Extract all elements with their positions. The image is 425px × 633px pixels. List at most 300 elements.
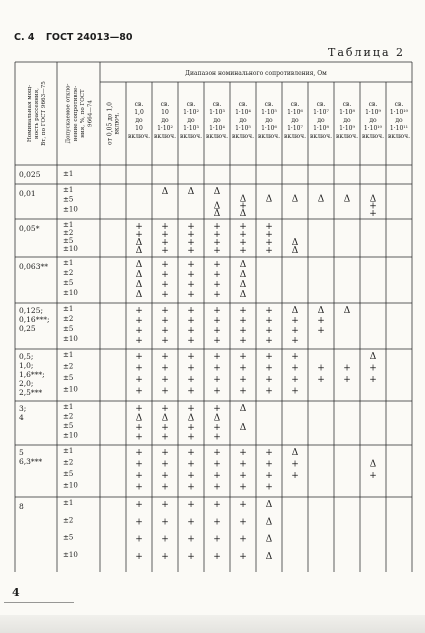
range-header-line: св. [186,101,196,108]
power-value: 1,0; [19,361,34,370]
range-header-line: св. [316,101,326,108]
tolerance-value: ±1 [63,447,74,455]
plus-mark: + [213,432,221,443]
table-row [19,259,247,300]
range-header-3 [180,101,202,140]
plus-mark: + [213,363,221,374]
tolerance-value: ±10 [63,245,78,253]
plus-mark: + [161,222,169,232]
plus-mark: + [161,363,169,374]
plus-mark: + [291,459,299,470]
delta-mark: Δ [161,413,169,424]
plus-mark: + [187,432,195,443]
plus-mark: + [343,375,351,385]
plus-mark: + [187,230,195,240]
tolerance-column-header [66,84,94,144]
table-header [27,70,410,146]
plus-mark: + [135,375,143,385]
range-header-line: до [291,117,299,124]
plus-mark: + [239,306,247,316]
table-row [19,221,299,256]
range-header-line: включ. [387,133,411,140]
range-header-7 [284,101,306,140]
plus-mark: + [291,316,299,326]
range-header-line: 1·10⁹ [339,125,355,132]
plus-mark: + [291,363,299,374]
plus-mark: + [239,386,247,397]
power-value: 5 [19,448,24,457]
plus-mark: + [187,270,195,280]
plus-mark: + [187,448,195,458]
delta-mark: Δ [317,306,325,316]
tolerance-column-header-line: нение сопротивле- [72,85,79,142]
plus-mark: + [135,363,143,374]
range-header-line: 10 [161,109,169,116]
plus-mark: + [161,448,169,458]
plus-mark: + [213,260,221,270]
plus-mark: + [135,336,143,346]
plus-mark: + [187,306,195,316]
plus-mark: + [161,500,169,510]
delta-mark: Δ [135,270,143,280]
plus-mark: + [161,238,169,248]
tolerance-value: ±5 [63,422,74,430]
delta-mark: Δ [265,551,273,562]
plus-mark: + [239,471,247,481]
plus-mark: + [317,375,325,385]
plus-mark: + [187,238,195,248]
range-header-line: до [343,117,351,124]
delta-mark: Δ [239,423,247,433]
range-group-header: Диапазон номинального сопротивления, Ом [185,70,327,77]
range-header-line: 1·10⁸ [313,125,329,132]
range-header-line: 1·10⁹ [365,109,381,116]
table-row [19,447,377,493]
plus-mark: + [213,500,221,510]
delta-mark: Δ [161,187,169,197]
delta-mark: Δ [265,534,273,545]
tolerance-value: ±10 [63,289,78,297]
plus-mark: + [239,482,247,493]
range-header-5 [232,101,254,140]
plus-mark: + [239,246,247,256]
plus-mark: + [161,326,169,336]
plus-mark: + [135,471,143,481]
plus-mark: + [161,432,169,443]
range-header-line: св. [342,101,352,108]
tolerance-value: ±1 [63,170,74,178]
plus-mark: + [187,246,195,256]
range-header-10 [362,101,384,140]
range-header-line: 10 [135,125,143,132]
tolerance-value: ±5 [63,325,74,333]
plus-mark: + [213,336,221,346]
plus-mark: + [213,482,221,493]
plus-mark: + [213,246,221,256]
tolerance-value: ±2 [63,315,74,323]
tolerance-value: ±1 [63,221,74,229]
power-value: 3; [19,404,27,413]
plus-mark: + [213,326,221,336]
plus-mark: + [265,375,273,385]
tolerance-value: ±10 [63,431,78,440]
plus-mark: + [135,404,143,414]
power-value: 0,05* [19,224,40,233]
plus-mark: + [161,551,169,562]
range-header-line: 1·10⁸ [339,109,355,116]
plus-mark: + [239,238,247,248]
plus-mark: + [239,517,247,528]
delta-mark: Δ [291,246,299,256]
range-header-line: 1·10⁶ [261,125,277,132]
range-header-line: включ. [335,133,359,140]
range-header-9 [336,101,358,140]
range-header-line: 1·10⁵ [261,109,277,116]
delta-mark: Δ [369,352,377,362]
range-header-line: св. [134,101,144,108]
plus-mark: + [265,246,273,256]
power-value: 0,063** [19,262,48,271]
plus-mark: + [161,404,169,414]
plus-mark: + [265,238,273,248]
range-header-line: св. [368,101,378,108]
delta-mark: Δ [239,260,247,270]
plus-mark: + [135,459,143,470]
plus-mark: + [161,352,169,362]
plus-mark: + [135,222,143,232]
plus-mark: + [213,238,221,248]
plus-mark: + [239,448,247,458]
plus-mark: + [135,326,143,336]
plus-mark: + [187,222,195,232]
delta-mark: Δ [291,194,299,205]
plus-mark: + [213,222,221,232]
table-title: Таблица 2 [328,46,405,59]
delta-mark: Δ [343,194,351,205]
plus-mark: + [213,280,221,290]
delta-mark: Δ [135,260,143,270]
range-header-line: 1·10⁷ [313,109,329,116]
delta-mark: Δ [239,404,247,414]
plus-mark: + [187,280,195,290]
plus-mark: + [161,386,169,397]
plus-mark: + [213,534,221,545]
plus-mark: + [135,500,143,510]
plus-mark: + [239,352,247,362]
table-row [19,170,73,179]
plus-mark: + [265,471,273,481]
delta-mark: Δ [317,194,325,205]
plus-mark: + [213,551,221,562]
page-folio: 4 [12,586,20,599]
plus-mark: + [187,290,195,300]
range-header-line: включ. [179,133,203,140]
table-row [19,403,247,443]
plus-mark: + [187,404,195,414]
range-header-line: св. [160,101,170,108]
delta-mark: Δ [135,280,143,290]
plus-mark: + [187,459,195,470]
plus-mark: + [161,471,169,481]
delta-mark: Δ [135,246,143,256]
plus-mark: + [291,326,299,336]
plus-mark: + [187,260,195,270]
tolerance-value: ±10 [63,481,78,490]
delta-mark: Δ [135,413,143,424]
tolerance-value: ±1 [63,186,74,194]
plus-mark: + [369,471,377,481]
tolerance-value: ±5 [63,533,74,542]
range-header-line: 1·10⁵ [235,125,251,132]
power-value: 0,01 [19,189,36,198]
range-header-line: св. [264,101,274,108]
power-value: 0,125; [19,306,43,315]
plus-mark: + [239,551,247,562]
range-header-line: включ. [153,133,177,140]
tolerance-value: ±1 [63,403,74,411]
plus-mark: + [369,201,377,212]
delta-mark: Δ [291,448,299,458]
tolerance-value: ±5 [63,279,74,287]
range-header-line: до [187,117,195,124]
plus-mark: + [239,363,247,374]
range-header-line: до [317,117,325,124]
delta-mark: Δ [265,500,273,510]
range-header-line: включ. [309,133,333,140]
plus-mark: + [291,375,299,385]
range-header-line: 1·10⁷ [287,125,303,132]
plus-mark: + [213,316,221,326]
range-header-line: 1·10⁴ [235,109,251,116]
range-header-line: до [161,117,169,124]
plus-mark: + [161,423,169,433]
table-row [19,305,351,346]
plus-mark: + [317,316,325,326]
plus-mark: + [265,363,273,374]
plus-mark: + [161,316,169,326]
power-value: 1,6***; [19,370,45,379]
plus-mark: + [187,375,195,385]
plus-mark: + [239,230,247,240]
plus-mark: + [187,336,195,346]
plus-mark: + [213,404,221,414]
range-header-line: 1,0 [134,109,144,116]
plus-mark: + [265,326,273,336]
plus-mark: + [239,336,247,346]
range-header-line: 1·10¹¹ [389,125,409,132]
range-header-line: включ. [283,133,307,140]
plus-mark: + [187,551,195,562]
plus-mark: + [135,534,143,545]
plus-mark: + [239,534,247,545]
delta-mark: Δ [135,290,143,300]
range-header-line: включ. [127,133,151,140]
plus-mark: + [187,471,195,481]
range-header-line: включ. [361,133,385,140]
range-header-line: 1·10¹⁰ [363,125,383,132]
range-header-line: св. [394,101,404,108]
plus-mark: + [161,260,169,270]
plus-mark: + [265,482,273,493]
delta-mark: Δ [343,306,351,316]
plus-mark: + [187,517,195,528]
delta-mark: Δ [239,270,247,280]
plus-mark: + [213,423,221,433]
power-column-header-line: ность рассеяния, [34,88,40,139]
plus-mark: + [369,363,377,374]
plus-mark: + [161,306,169,316]
plus-mark: + [161,534,169,545]
plus-mark: + [135,316,143,326]
delta-mark: Δ [291,238,299,248]
plus-mark: + [161,517,169,528]
table-row [19,351,377,397]
plus-mark: + [239,222,247,232]
plus-mark: + [291,336,299,346]
range-header-4 [206,101,228,140]
plus-mark: + [213,471,221,481]
range-header-0 [107,102,121,145]
range-header-line: св. [238,101,248,108]
range-header-1 [128,101,150,140]
tolerance-value: ±2 [63,269,74,277]
plus-mark: + [239,326,247,336]
range-header-8 [310,101,332,140]
tolerance-value: ±2 [63,412,74,421]
plus-mark: + [187,326,195,336]
tolerance-value: ±5 [63,237,74,245]
plus-mark: + [239,201,247,212]
delta-mark: Δ [135,238,143,248]
tolerance-value: ±2 [63,458,74,467]
plus-mark: + [135,306,143,316]
range-header-line: включ. [257,133,281,140]
plus-mark: + [187,363,195,374]
tolerance-value: ±1 [63,259,74,267]
plus-mark: + [317,326,325,336]
plus-mark: + [213,448,221,458]
plus-mark: + [291,352,299,362]
power-value: 2,0; [19,379,34,388]
tolerance-value: ±1 [63,305,74,313]
plus-mark: + [239,316,247,326]
plus-mark: + [291,471,299,481]
tolerance-value: ±10 [63,205,78,214]
tolerance-value: ±5 [63,195,74,204]
range-header-line: св. [290,101,300,108]
plus-mark: + [265,230,273,240]
range-header-line: до [135,117,143,124]
power-value: 4 [19,413,24,422]
plus-mark: + [343,363,351,374]
range-header-line: до [213,117,221,124]
delta-mark: Δ [239,194,247,205]
plus-mark: + [187,482,195,493]
tolerance-column-header-line: 9664—74 [87,100,94,127]
tolerance-value: ±2 [63,229,74,237]
plus-mark: + [265,336,273,346]
power-column-header [27,81,47,146]
plus-mark: + [239,500,247,510]
plus-mark: + [187,534,195,545]
range-header-line: св. [212,101,222,108]
tolerance-value: ±5 [63,470,74,478]
plus-mark: + [161,336,169,346]
tolerance-value: ±10 [63,335,78,343]
table-body [19,170,377,562]
range-header-line: 1·10⁶ [287,109,303,116]
power-value: 0,25 [19,324,36,333]
plus-mark: + [213,459,221,470]
plus-mark: + [161,290,169,300]
plus-mark: + [213,517,221,528]
plus-mark: + [161,246,169,256]
range-header-line: до [369,117,377,124]
table-row [19,186,377,219]
delta-mark: Δ [265,517,273,528]
range-header-line: 1·10⁴ [209,125,225,132]
range-header-line: 1·10² [183,109,199,116]
plus-mark: + [135,352,143,362]
page-label: С. 4 [14,32,35,43]
tolerance-value: ±10 [63,550,78,559]
range-header-6 [258,101,280,140]
plus-mark: + [213,290,221,300]
plus-mark: + [161,280,169,290]
plus-mark: + [213,230,221,240]
range-header-line: включ. [205,133,229,140]
plus-mark: + [135,482,143,493]
range-header-line: 1·10³ [209,109,225,116]
plus-mark: + [187,316,195,326]
delta-mark: Δ [369,459,377,470]
plus-mark: + [265,459,273,470]
plus-mark: + [135,386,143,397]
delta-mark: Δ [291,306,299,316]
plus-mark: + [239,375,247,385]
power-value: 2,5*** [19,388,43,397]
delta-mark: Δ [213,208,221,219]
plus-mark: + [135,551,143,562]
range-header-line: до [395,117,403,124]
delta-mark: Δ [369,194,377,205]
delta-mark: Δ [239,290,247,300]
plus-mark: + [291,386,299,397]
tolerance-value: ±2 [63,362,74,371]
plus-mark: + [187,386,195,397]
delta-mark: Δ [213,187,221,197]
plus-mark: + [187,500,195,510]
range-header-line: 1·10³ [183,125,199,132]
power-column-header-line: Номинальная мощ- [26,84,33,143]
delta-mark: Δ [265,194,273,205]
range-header-2 [154,101,176,140]
plus-mark: + [161,230,169,240]
plus-mark: + [265,316,273,326]
tolerance-value: ±2 [63,516,74,525]
range-header-11 [388,101,410,140]
plus-mark: + [369,375,377,385]
power-value: 0,16***; [19,315,50,324]
tolerance-column-header-line: ния, %, по ГОСТ [80,89,87,138]
tolerance-value: ±10 [63,385,78,394]
scan-mark [4,602,74,603]
plus-mark: + [213,270,221,280]
plus-mark: + [239,459,247,470]
power-value: 0,025 [19,170,41,179]
plus-mark: + [187,352,195,362]
plus-mark: + [161,482,169,493]
